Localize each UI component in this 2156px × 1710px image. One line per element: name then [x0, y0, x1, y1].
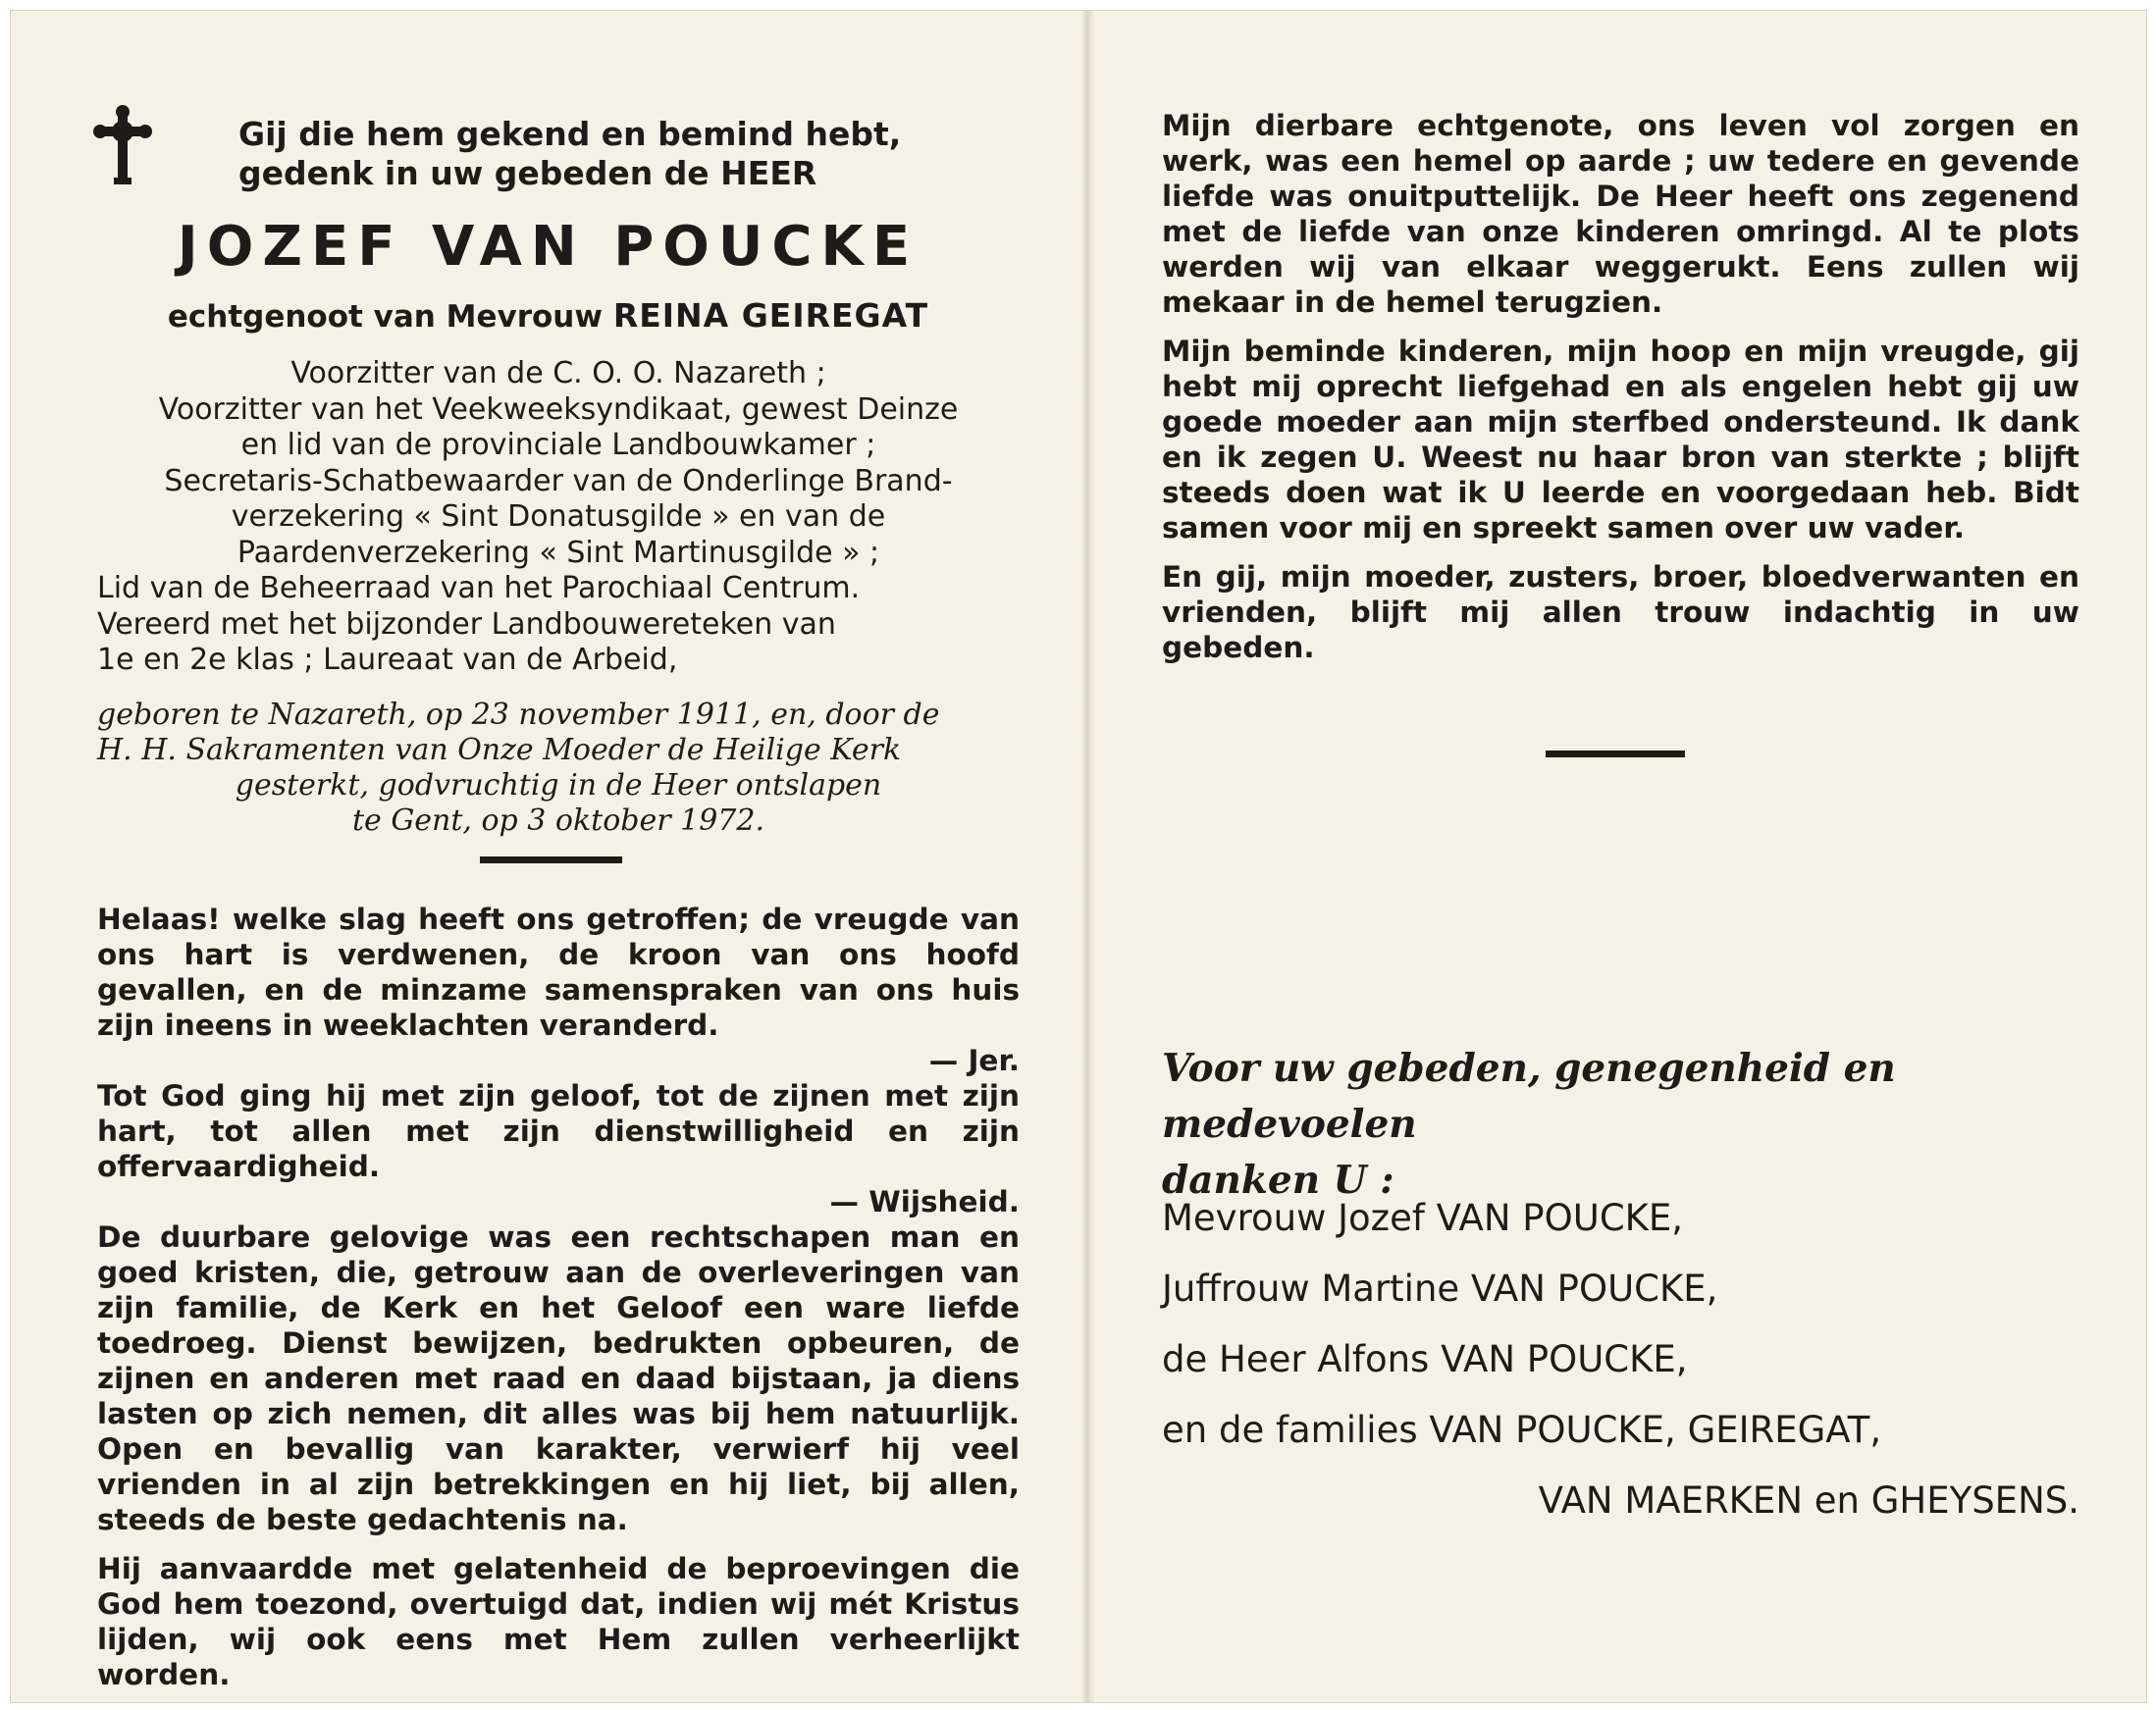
deceased-name: JOZEF VAN POUCKE: [177, 215, 920, 279]
verse-1: Helaas! welke slag heeft ons getroffen; de vreugde van ons hart is verdwenen, de kroon van ons hoofd gevallen, en de minzame samenspraken van ons huis zijn ineens in weeklachten veranderd.: [97, 903, 1020, 1042]
farewell-family: En gij, mijn moeder, zusters, broer, bloedverwanten en vrienden, blijft mij allen trouw indachtig in uw gebeden.: [1162, 560, 2079, 664]
right-page: [1090, 11, 2146, 1702]
verse-2-attribution: — Wijsheid.: [829, 1185, 1020, 1218]
role-line: Voorzitter van het Veekweeksyndikaat, gewest Deinze: [158, 391, 959, 427]
family-member: en de families VAN POUCKE, GEIREGAT,: [1162, 1409, 1882, 1451]
divider: [480, 856, 622, 863]
spouse-prefix: echtgenoot van Mevrouw: [167, 299, 604, 335]
role-line: Vereerd met het bijzonder Landbouwereteken van: [97, 606, 836, 642]
birth-line: te Gent, op 3 oktober 1972.: [351, 803, 764, 838]
intro-text: [238, 115, 901, 193]
verse-3: De duurbare gelovige was een rechtschapen man en goed kristen, die, getrouw aan de overleveringen van zijn familie, de Kerk en het Geloof een ware liefde toedroeg. Dienst bewijzen, bedrukten opbeuren, de zijnen en anderen met raad en daad bijstaan, ja diens lasten op zich nemen, dit alles was bij hem natuurlijk. Open en bevallig van karakter, verwierf hij veel vrienden in al zijn betrekkingen en hij liet, bij allen, steeds de beste gedachtenis na.: [97, 1220, 1020, 1536]
farewell-text: [1162, 108, 2079, 665]
intro-line-1: Gij die hem gekend en bemind hebt,: [238, 115, 902, 153]
divider: [1546, 751, 1685, 757]
left-page: [11, 11, 1085, 1702]
role-line: Voorzitter van de C. O. O. Nazareth ;: [290, 356, 826, 390]
family-member: de Heer Alfons VAN POUCKE,: [1162, 1338, 1688, 1380]
role-line: 1e en 2e klas ; Laureaat van de Arbeid,: [97, 643, 678, 677]
cross-icon: [93, 105, 152, 185]
intro-line-2: gedenk in uw gebeden de HEER: [238, 154, 817, 192]
roles-list: [97, 356, 1020, 679]
memorial-card: [10, 10, 2147, 1703]
role-line: verzekering « Sint Donatusgilde » en van de: [231, 499, 886, 534]
farewell-children: Mijn beminde kinderen, mijn hoop en mijn vreugde, gij hebt mij oprecht liefgehad en als engelen hebt gij uw goede moeder aan mijn sterfbed ondersteund. Ik dank en ik zegen U. Weest nu haar bron van sterkte ; blijft steeds doen wat ik U leerde en voorgedaan heb. Bidt samen voor mij en spreekt samen over uw vader.: [1162, 335, 2079, 544]
farewell-wife: Mijn dierbare echtgenote, ons leven vol zorgen en werk, was een hemel op aarde ; uw tedere en gevende liefde was onuitputtelijk. De Heer heeft ons zegenend met de liefde van onze kinderen omringd. Al te plots werden wij van elkaar weggerukt. Eens zullen wij mekaar in de hemel terugzien.: [1162, 109, 2079, 319]
role-line: Paardenverzekering « Sint Martinusgilde » ;: [237, 535, 880, 570]
birth-line: H. H. Sakramenten van Onze Moeder de Heilige Kerk: [97, 733, 902, 767]
family-member: Juffrouw Martine VAN POUCKE,: [1162, 1268, 1718, 1310]
verses: [97, 902, 1020, 1692]
role-line: Secretaris-Schatbewaarder van de Onderlinge Brand-: [164, 463, 953, 498]
verse-4: Hij aanvaardde met gelatenheid de beproevingen die God hem toezond, overtuigd dat, indien wij mét Kristus lijden, wij ook eens met Hem zullen verheerlijkt worden.: [97, 1552, 1020, 1691]
family-member: Mevrouw Jozef VAN POUCKE,: [1162, 1197, 1684, 1239]
birth-line: geboren te Nazareth, op 23 november 1911, en, door de: [97, 698, 940, 732]
verse-2: Tot God ging hij met zijn geloof, tot de zijnen met zijn hart, tot allen met zijn dienstwilligheid en zijn offervaardigheid.: [97, 1079, 1020, 1183]
spouse-line: [11, 296, 1085, 335]
family-list: [1162, 1183, 2079, 1536]
family-member: VAN MAERKEN en GHEYSENS.: [1538, 1479, 2079, 1522]
verse-1-attribution: — Jer.: [928, 1044, 1020, 1077]
role-line: en lid van de provinciale Landbouwkamer ;: [240, 428, 876, 462]
thanks-line-2: danken U :: [1162, 1158, 1394, 1203]
birth-death-text: [97, 698, 1020, 839]
birth-line: gesterkt, godvruchtig in de Heer ontslapen: [235, 768, 882, 803]
role-line: Lid van de Beheerraad van het Parochiaal Centrum.: [97, 571, 861, 605]
thanks-line-1: Voor uw gebeden, genegenheid en medevoelen: [1162, 1046, 1896, 1147]
spouse-name: REINA GEIREGAT: [612, 296, 929, 335]
